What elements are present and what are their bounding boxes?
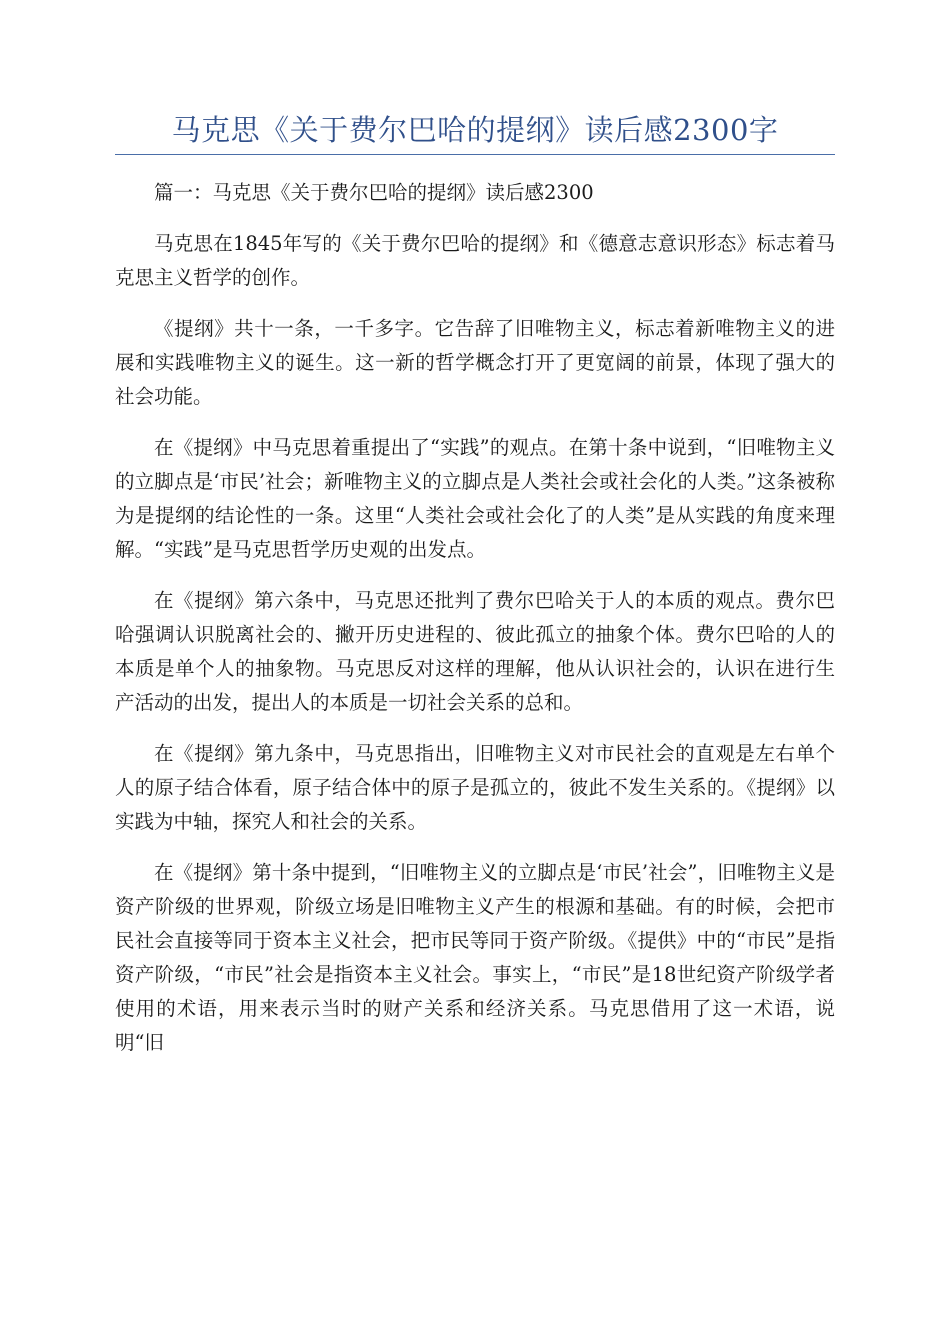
paragraph: 在《提纲》第九条中，马克思指出，旧唯物主义对市民社会的直观是左右单个人的原子结合体看，原子结合体中的原子是孤立的，彼此不发生关系的。《提纲》以实践为中轴，探究人和社会的关系。 xyxy=(115,742,835,833)
title-underline-rule xyxy=(115,154,835,155)
document-title: 马克思《关于费尔巴哈的提纲》读后感2300字 xyxy=(171,113,779,147)
paragraph: 马克思在1845年写的《关于费尔巴哈的提纲》和《德意志意识形态》标志着马克思主义哲学的创作。 xyxy=(115,232,835,289)
paragraph: 《提纲》共十一条，一千多字。它告辞了旧唯物主义，标志着新唯物主义的进展和实践唯物主义的诞生。这一新的哲学概念打开了更宽阔的前景，体现了强大的社会功能。 xyxy=(115,317,835,408)
paragraph: 在《提纲》第六条中，马克思还批判了费尔巴哈关于人的本质的观点。费尔巴哈强调认识脱离社会的、撇开历史进程的、彼此孤立的抽象个体。费尔巴哈的人的本质是单个人的抽象物。马克思反对这样的理解，他从认识社会的，认识在进行生产活动的出发，提出人的本质是一切社会关系的总和。 xyxy=(115,589,835,714)
document-body xyxy=(115,176,835,1077)
section-heading: 篇一：马克思《关于费尔巴哈的提纲》读后感2300 xyxy=(154,181,594,204)
paragraph: 在《提纲》中马克思着重提出了“实践”的观点。在第十条中说到，“旧唯物主义的立脚点是‘市民’社会；新唯物主义的立脚点是人类社会或社会化的人类。”这条被称为是提纲的结论性的一条。这里“人类社会或社会化了的人类”是从实践的角度来理解。“实践”是马克思哲学历史观的出发点。 xyxy=(115,436,835,561)
paragraph: 在《提纲》第十条中提到，“旧唯物主义的立脚点是‘市民’社会”，旧唯物主义是资产阶级的世界观，阶级立场是旧唯物主义产生的根源和基础。有的时候，会把市民社会直接等同于资本主义社会，把市民等同于资产阶级。《提供》中的“市民”是指资产阶级，“市民”社会是指资本主义社会。事实上，“市民”是18世纪资产阶级学者使用的术语，用来表示当时的财产关系和经济关系。马克思借用了这一术语，说明“旧 xyxy=(115,861,835,1054)
